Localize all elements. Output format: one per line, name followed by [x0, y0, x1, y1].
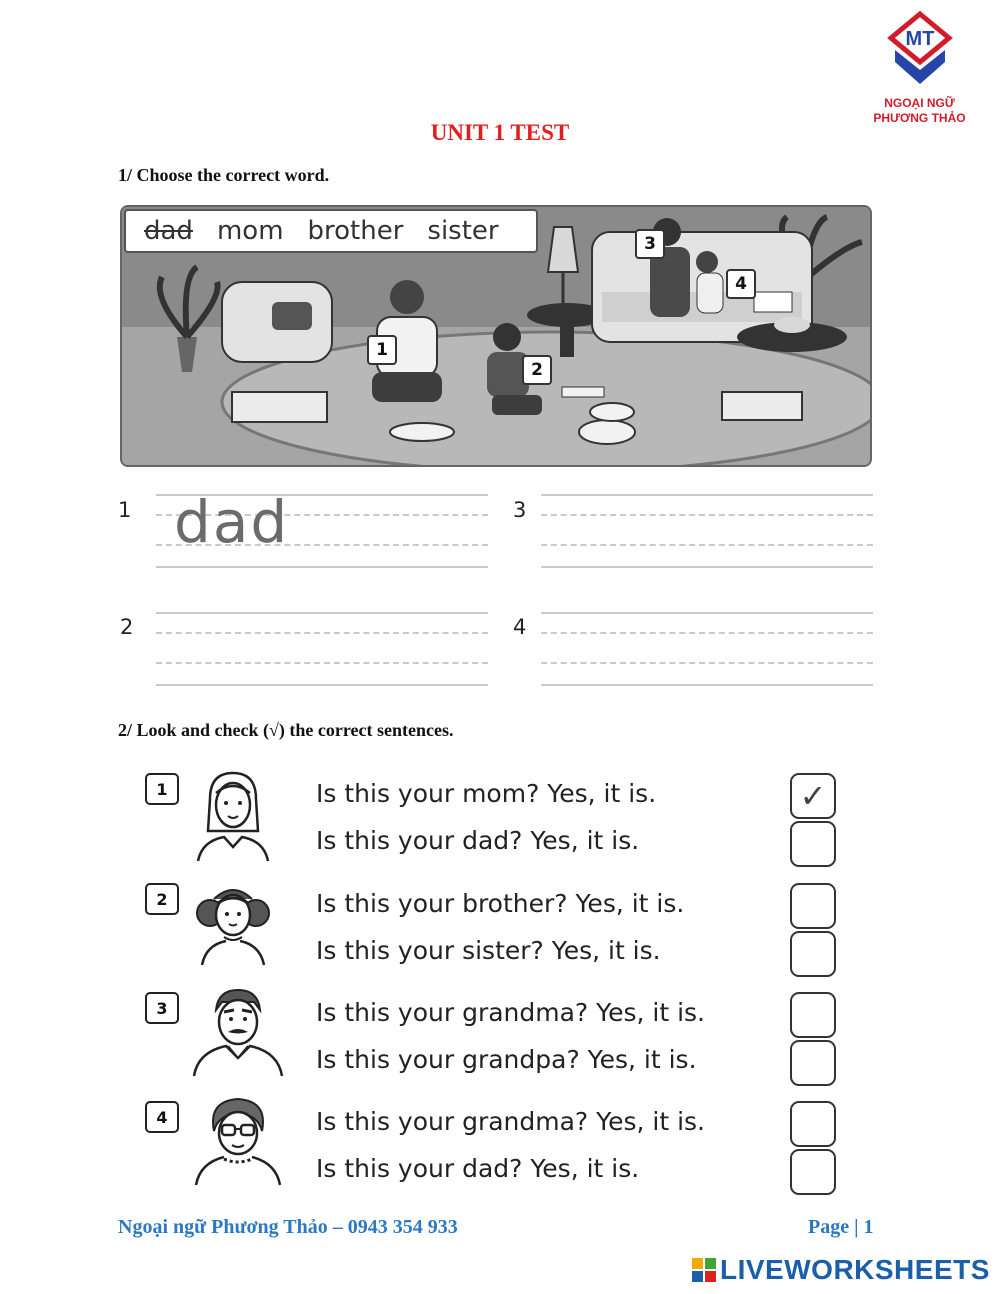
answer-number-2: 2 [120, 615, 134, 639]
item-number: 1 [145, 773, 179, 805]
item-number: 2 [145, 883, 179, 915]
word-bank-item: dad [144, 216, 193, 246]
grandpa-face-icon [188, 988, 288, 1080]
check-box[interactable] [790, 883, 836, 929]
check-box[interactable] [790, 821, 836, 867]
check-box[interactable] [790, 992, 836, 1038]
exercise2-item-3 [0, 992, 1000, 1096]
liveworksheets-logo-icon [692, 1258, 716, 1282]
logo-line1: NGOẠI NGỮ [884, 96, 955, 110]
answer-line-3[interactable] [541, 494, 873, 564]
check-box[interactable] [790, 1101, 836, 1147]
page-number: Page | 1 [808, 1216, 874, 1238]
exercise2-instruction: 2/ Look and check (√) the correct sentences. [118, 720, 454, 740]
check-box[interactable] [790, 931, 836, 977]
liveworksheets-watermark [692, 1254, 990, 1286]
watermark-text: LIVEWORKSHEETS [720, 1254, 990, 1285]
answer-number-3: 3 [513, 498, 527, 522]
exercise2-item-1 [0, 773, 1000, 877]
exercise2-item-2 [0, 883, 1000, 987]
grandma-face-icon [188, 1097, 288, 1189]
sentence-a: Is this your grandma? Yes, it is. [316, 1107, 706, 1136]
logo-mark-icon [887, 10, 953, 92]
sentence-b: Is this your sister? Yes, it is. [316, 936, 661, 965]
scene-tag-4: 4 [726, 269, 756, 299]
mom-face-icon [188, 769, 278, 865]
exercise1-instruction: 1/ Choose the correct word. [118, 165, 330, 185]
answer-text-1: dad [174, 488, 290, 556]
word-bank [124, 209, 538, 253]
sentence-a: Is this your grandma? Yes, it is. [316, 998, 706, 1027]
answer-line-4[interactable] [541, 612, 873, 682]
logo-line2: PHƯƠNG THẢO [873, 111, 966, 125]
sister-face-icon [188, 879, 278, 969]
logo-monogram: MT [905, 28, 935, 50]
footer-contact: Ngoại ngữ Phương Thảo – 0943 354 933 [118, 1216, 458, 1238]
sentence-a: Is this your mom? Yes, it is. [316, 779, 657, 808]
exercise2-item-4 [0, 1101, 1000, 1205]
item-number: 4 [145, 1101, 179, 1133]
word-bank-item: sister [427, 216, 499, 246]
word-bank-item: mom [216, 216, 284, 246]
answer-number-4: 4 [513, 615, 527, 639]
answer-number-1: 1 [118, 498, 132, 522]
item-number: 3 [145, 992, 179, 1024]
word-bank-item: brother [307, 216, 404, 246]
scene-tag-3: 3 [635, 229, 665, 259]
sentence-a: Is this your brother? Yes, it is. [316, 889, 685, 918]
brand-logo [862, 10, 977, 130]
page-title: UNIT 1 TEST [430, 120, 570, 145]
check-box[interactable] [790, 1149, 836, 1195]
family-scene-illustration [120, 205, 872, 467]
scene-tag-2: 2 [522, 355, 552, 385]
sentence-b: Is this your dad? Yes, it is. [316, 826, 640, 855]
check-box[interactable] [790, 1040, 836, 1086]
scene-tag-1: 1 [367, 335, 397, 365]
answer-line-1[interactable] [156, 488, 488, 564]
check-box[interactable]: ✓ [790, 773, 836, 819]
sentence-b: Is this your grandpa? Yes, it is. [316, 1045, 697, 1074]
sentence-b: Is this your dad? Yes, it is. [316, 1154, 640, 1183]
answer-line-2[interactable] [156, 612, 488, 682]
